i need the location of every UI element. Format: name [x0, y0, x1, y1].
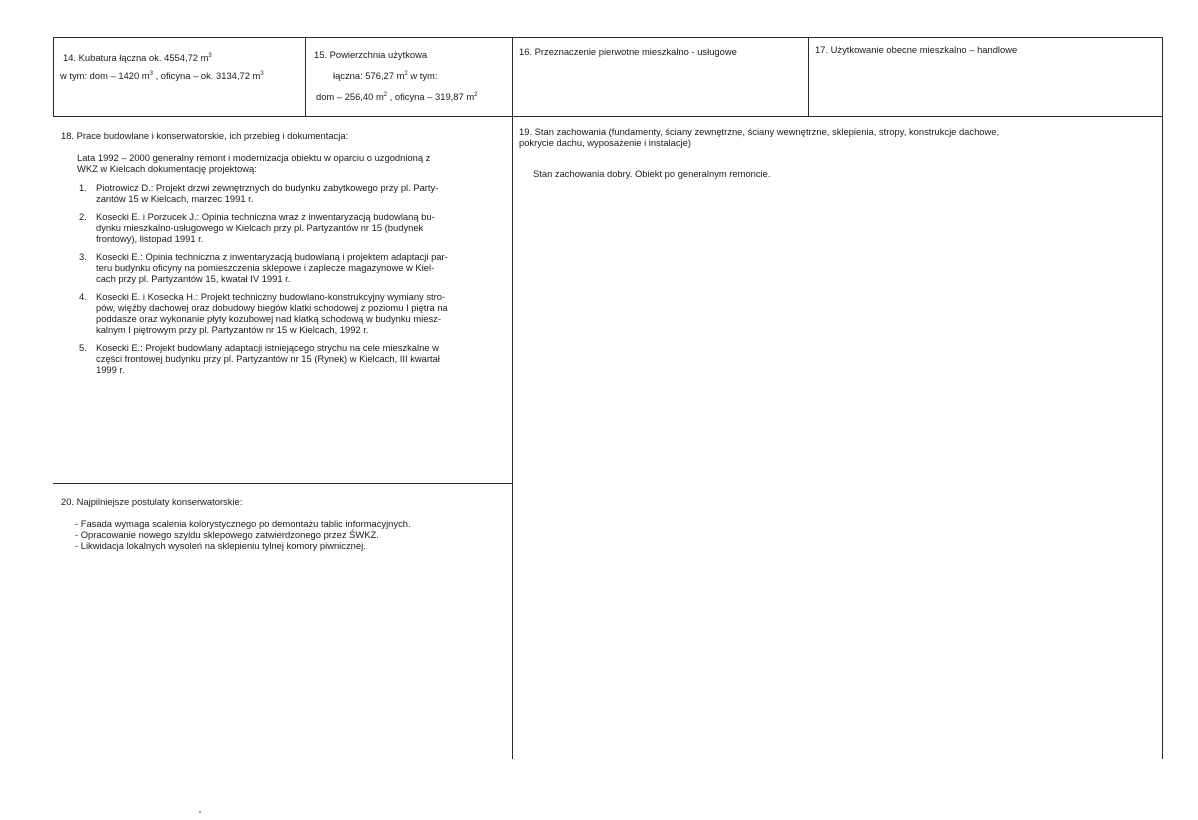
box19-text: Stan zachowania dobry. Obiekt po generalnym remoncie. [533, 168, 771, 179]
box16-text: 16. Przeznaczenie pierwotne mieszkalno - usługowe [519, 46, 737, 57]
left-rule [53, 37, 54, 117]
rule-under-row1 [53, 116, 1163, 117]
right-rule [1162, 37, 1163, 759]
list-item: - Fasada wymaga scalenia kolorystycznego po demontażu tablic informacyjnych. [75, 518, 411, 529]
rule-between-18-20 [53, 483, 512, 484]
box14-line2: w tym: dom – 1420 $m^3$ , oficyna – ok. 3134,72 $m^3$ [60, 70, 264, 81]
box20-title: 20. Najpilniejsze postulaty konserwatorskie: [61, 496, 243, 507]
center-divider [512, 37, 513, 759]
list-item: 1. Piotrowicz D.: Projekt drzwi zewnętrznych do budynku zabytkowego przy pl. Party- zantów 15 w Kielcach, marzec 1991 r. [79, 182, 439, 204]
box18-intro: Lata 1992 – 2000 generalny remont i modernizacja obiektu w oparciu o uzgodnioną z WKZ w Kielcach dokumentację projektową: [77, 152, 431, 174]
list-item: - Likwidacja lokalnych wysoleń na sklepieniu tylnej komory piwnicznej. [75, 540, 366, 551]
top-rule [53, 37, 1163, 38]
box15-line2: łączna: 576,27 $m^2$ w tym: [333, 70, 438, 81]
box17-text: 17. Użytkowanie obecne mieszkalno – handlowe [815, 44, 1018, 55]
box15-title: 15. Powierzchnia użytkowa [314, 49, 428, 60]
list-item: 5. Kosecki E.: Projekt budowlany adaptacji istniejącego strychu na cele mieszkalne w części frontowej budynku przy pl. Partyzantów nr 15 (Rynek) w Kielcach, III kwartał 1999 r. [79, 342, 440, 375]
box19-title: 19. Stan zachowania (fundamenty, ściany zewnętrzne, ściany wewnętrzne, sklepienia, stropy, konstrukcje dachowe, pokrycie dachu, wyposażenie i instalacje) [519, 126, 1000, 148]
list-item: - Opracowanie nowego szyldu sklepowego zatwierdzonego przez ŚWKZ. [75, 529, 379, 540]
box20-list [75, 518, 411, 551]
box18-list [79, 182, 509, 382]
box15-line3: dom – 256,40 $m^2$ , oficyna – 319,87 $m^2$ [316, 91, 478, 102]
list-item: 2. Kosecki E. i Porzucek J.: Opinia techniczna wraz z inwentaryzacją budowlaną bu- dynku mieszkalno-usługowego w Kielcach przy pl. Partyzantów nr 15 (budynek frontowy), listopad 1991 r. [79, 211, 435, 244]
box14-line1: 14. Kubatura łączna ok. 4554,72 $m^3$ [63, 52, 212, 63]
divider-16-17 [808, 37, 809, 117]
list-item: 3. Kosecki E.: Opinia techniczna z inwentaryzacją budowlaną i projektem adaptacji par- teru budynku oficyny na pomieszczenia sklepowe i zaplecze magazynowe w Kiel- cach przy pl. Partyzantów 15, kwatał IV 1991 r. [79, 251, 448, 284]
divider-14-15 [305, 37, 306, 117]
box18-title: 18. Prace budowlane i konserwatorskie, ich przebieg i dokumentacja: [61, 130, 349, 141]
list-item: 4. Kosecki E. i Kosecka H.: Projekt techniczny budowlano-konstrukcyjny wymiany stro- pów, więźby dachowej oraz dobudowy biegów klatki schodowej z poziomu I piętra na poddasze oraz wykonanie płyty kozubowej nad klatką schodową w budynku miesz- kalnym I piętrowym przy pl. Partyzantów nr 15 w Kielcach, 1992 r. [79, 291, 448, 335]
scan-speck [199, 811, 201, 813]
